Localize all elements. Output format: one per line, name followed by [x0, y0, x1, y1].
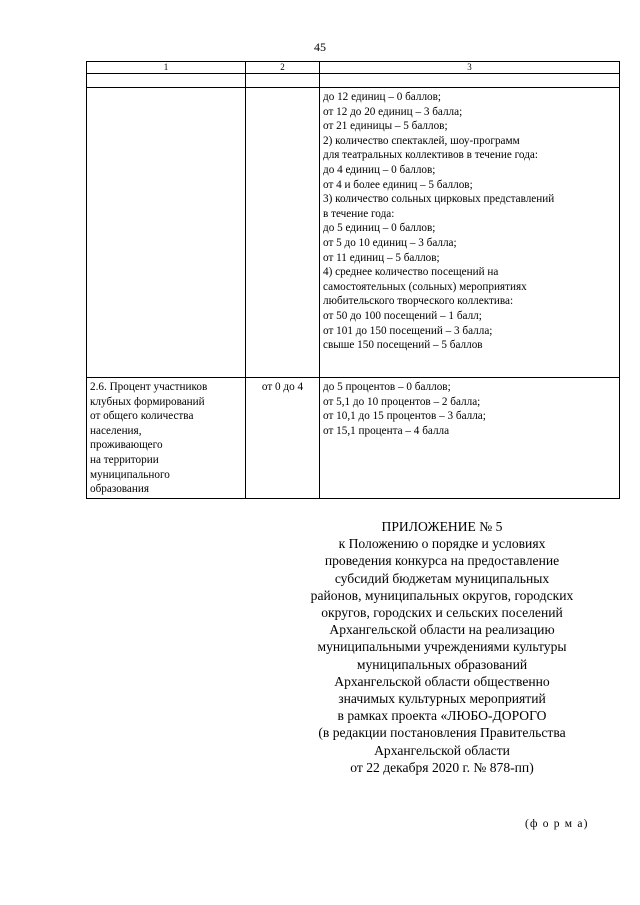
criteria-line: 3) количество сольных цирковых представлений: [323, 193, 555, 206]
header-col-1: 1: [87, 62, 246, 74]
criteria-line: от 5,1 до 10 процентов – 2 балла;: [323, 395, 481, 408]
indicator-line: населения,: [90, 424, 142, 437]
criteria-line: от 10,1 до 15 процентов – 3 балла;: [323, 410, 486, 423]
appendix-line: субсидий бюджетам муниципальных: [334, 570, 550, 586]
criteria-line: 2) количество спектаклей, шоу-программ: [323, 134, 520, 147]
appendix-line: в рамках проекта «ЛЮБО-ДОРОГО: [337, 708, 547, 724]
criteria-line: до 5 единиц – 0 баллов;: [323, 222, 436, 235]
appendix-line: к Положению о порядке и условиях: [338, 536, 546, 552]
appendix-header: [292, 518, 592, 776]
indicator-line: образования: [90, 483, 150, 496]
appendix-line: Архангельской области: [374, 742, 510, 758]
criteria-line: самостоятельных (сольных) мероприятиях: [323, 280, 527, 293]
appendix-line: (в редакции постановления Правительства: [318, 725, 566, 741]
criteria-line: до 5 процентов – 0 баллов;: [323, 381, 451, 393]
appendix-line: проведения конкурса на предоставление: [324, 553, 560, 569]
criteria-line: до 12 единиц – 0 баллов;: [323, 91, 442, 103]
table-row: [87, 88, 620, 378]
criteria-line: от 4 и более единиц – 5 баллов;: [323, 178, 473, 191]
indicator-line: проживающего: [90, 439, 163, 452]
appendix-line: муниципальными учреждениями культуры: [317, 639, 567, 655]
indicator-line: 2.6. Процент участников: [90, 381, 208, 393]
appendix-line: муниципальных образований: [356, 656, 528, 672]
spacer-cell-1: [87, 74, 246, 88]
header-col-3: 3: [320, 62, 620, 74]
table-header-row: [87, 62, 620, 74]
spacer-cell-3: [320, 74, 620, 88]
criteria-line: от 5 до 10 единиц – 3 балла;: [323, 236, 457, 249]
row-b-col-2: от 0 до 4: [246, 378, 320, 499]
form-label: (ф о р м а): [525, 818, 589, 830]
criteria-line: любительского творческого коллектива:: [323, 295, 514, 308]
header-col-2: 2: [246, 62, 320, 74]
row-b-col-3: [320, 378, 620, 499]
table-spacer-row: [87, 74, 620, 88]
appendix-line: Архангельской области общественно: [334, 673, 550, 689]
appendix-line: значимых культурных мероприятий: [338, 691, 546, 707]
row-a-col-2: [246, 88, 320, 378]
criteria-line: от 101 до 150 посещений – 3 балла;: [323, 324, 493, 337]
criteria-line: до 4 единиц – 0 баллов;: [323, 163, 436, 176]
appendix-line: Архангельской области на реализацию: [329, 622, 555, 638]
table-row: [87, 378, 620, 499]
appendix-line: районов, муниципальных округов, городских: [310, 587, 574, 603]
appendix-line: от 22 декабря 2020 г. № 878-пп): [350, 759, 534, 775]
criteria-line: в течение года:: [323, 207, 395, 220]
page-number: 45: [314, 40, 326, 54]
indicator-line: муниципального: [90, 468, 170, 481]
criteria-line: свыше 150 посещений – 5 баллов: [323, 339, 483, 352]
row-a-col-1: [87, 88, 246, 378]
row-b-col-1: [87, 378, 246, 499]
criteria-line: для театральных коллективов в течение года:: [323, 149, 538, 162]
criteria-line: от 11 единиц – 5 баллов;: [323, 251, 440, 264]
criteria-table: [86, 61, 620, 499]
criteria-line: от 15,1 процента – 4 балла: [323, 424, 450, 437]
criteria-line: от 12 до 20 единиц – 3 балла;: [323, 105, 463, 118]
appendix-line: округов, городских и сельских поселений: [321, 605, 563, 621]
criteria-line: от 21 единицы – 5 баллов;: [323, 120, 448, 133]
indicator-line: клубных формирований: [90, 395, 205, 408]
appendix-title: ПРИЛОЖЕНИЕ № 5: [381, 519, 503, 534]
indicator-line: на территории: [90, 453, 159, 466]
criteria-line: 4) среднее количество посещений на: [323, 266, 499, 279]
indicator-line: от общего количества: [90, 410, 194, 423]
spacer-cell-2: [246, 74, 320, 88]
row-a-col-3: [320, 88, 620, 378]
criteria-line: от 50 до 100 посещений – 1 балл;: [323, 309, 482, 322]
